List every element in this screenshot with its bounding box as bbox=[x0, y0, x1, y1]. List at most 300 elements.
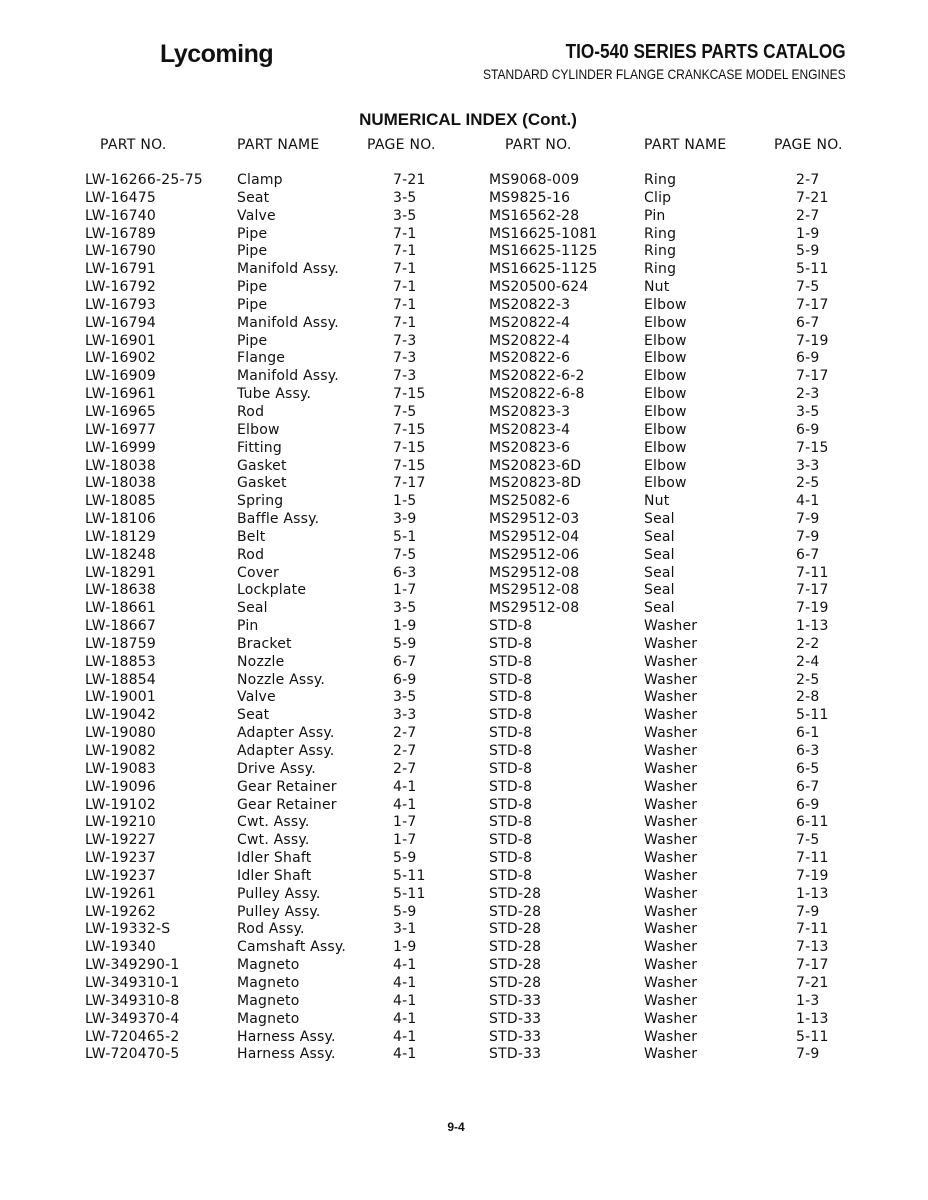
part-no-cell: LW-16266-25-75 bbox=[85, 172, 203, 188]
page-no-cell: 4-1 bbox=[393, 1010, 417, 1027]
part-no-cell: LW-18291 bbox=[85, 564, 156, 581]
part-name-cell: Lockplate bbox=[237, 582, 307, 599]
part-name-cell: Seal bbox=[644, 528, 675, 545]
part-no-cell: LW-16965 bbox=[85, 403, 156, 420]
part-no-cell: STD-8 bbox=[489, 653, 533, 670]
part-name-cell: Seal bbox=[644, 582, 675, 599]
part-no-cell: LW-18038 bbox=[85, 457, 156, 474]
part-name-cell: Elbow bbox=[644, 421, 687, 438]
page-no-cell: 1-13 bbox=[796, 618, 829, 635]
part-name-cell: Ring bbox=[644, 261, 677, 278]
page-no-cell: 1-13 bbox=[796, 1010, 829, 1027]
page-no-cell: 4-1 bbox=[393, 1028, 417, 1045]
page-number: 9-4 bbox=[447, 1120, 465, 1134]
index-title: NUMERICAL INDEX (Cont.) bbox=[359, 110, 577, 129]
part-name-cell: Elbow bbox=[644, 332, 687, 349]
header-left-part-name: PART NAME bbox=[237, 137, 320, 153]
part-name-cell: Washer bbox=[644, 1010, 698, 1027]
part-name-cell: Washer bbox=[644, 707, 698, 724]
page-no-cell: 5-11 bbox=[393, 867, 426, 884]
part-no-cell: LW-16791 bbox=[85, 261, 156, 278]
page-no-cell: 7-15 bbox=[393, 421, 426, 438]
page-no-cell: 2-2 bbox=[796, 635, 820, 652]
part-no-cell: LW-16793 bbox=[85, 296, 156, 313]
page-no-cell: 7-1 bbox=[393, 261, 417, 278]
page-no-cell: 7-9 bbox=[796, 1046, 820, 1063]
part-no-cell: LW-18759 bbox=[85, 635, 156, 652]
part-no-cell: STD-28 bbox=[489, 921, 542, 938]
part-no-cell: MS25082-6 bbox=[489, 493, 571, 510]
part-name-cell: Elbow bbox=[644, 439, 687, 456]
page-no-cell: 7-5 bbox=[393, 403, 417, 420]
part-name-cell: Harness Assy. bbox=[237, 1028, 336, 1045]
page-no-cell: 6-5 bbox=[796, 760, 820, 777]
part-name-cell: Washer bbox=[644, 992, 698, 1009]
page-no-cell: 7-3 bbox=[393, 350, 417, 367]
part-name-cell: Seal bbox=[644, 600, 675, 617]
page-no-cell: 7-19 bbox=[796, 600, 829, 617]
header-right-part-name: PART NAME bbox=[644, 137, 727, 153]
page-no-cell: 4-1 bbox=[393, 778, 417, 795]
part-name-cell: Washer bbox=[644, 832, 698, 849]
part-no-cell: STD-8 bbox=[489, 707, 533, 724]
page-no-cell: 7-17 bbox=[393, 475, 426, 492]
part-no-cell: STD-28 bbox=[489, 974, 542, 991]
left-part-no-column bbox=[85, 172, 203, 1064]
part-name-cell: Flange bbox=[237, 350, 286, 367]
page-no-cell: 7-11 bbox=[796, 564, 829, 581]
part-no-cell: LW-16961 bbox=[85, 386, 156, 403]
page-no-cell: 1-7 bbox=[393, 582, 417, 599]
part-no-cell: MS20822-6-8 bbox=[489, 386, 585, 403]
page-no-cell: 4-1 bbox=[393, 1046, 417, 1063]
part-name-cell: Pipe bbox=[237, 243, 268, 260]
part-name-cell: Magneto bbox=[237, 1010, 300, 1027]
part-name-cell: Rod bbox=[237, 546, 265, 563]
part-name-cell: Elbow bbox=[644, 386, 687, 403]
part-no-cell: STD-8 bbox=[489, 618, 533, 635]
part-name-cell: Washer bbox=[644, 760, 698, 777]
part-name-cell: Pipe bbox=[237, 332, 268, 349]
part-name-cell: Gasket bbox=[237, 457, 287, 474]
page-no-cell: 2-7 bbox=[393, 725, 417, 742]
part-no-cell: MS20822-6-2 bbox=[489, 368, 585, 385]
part-no-cell: LW-349370-4 bbox=[85, 1010, 180, 1027]
part-no-cell: MS29512-08 bbox=[489, 600, 580, 617]
page-no-cell: 7-9 bbox=[796, 903, 820, 920]
page-no-cell: 1-3 bbox=[796, 992, 820, 1009]
page-no-cell: 7-19 bbox=[796, 867, 829, 884]
page-no-cell: 7-15 bbox=[393, 457, 426, 474]
part-name-cell: Elbow bbox=[644, 368, 687, 385]
part-no-cell: STD-28 bbox=[489, 903, 542, 920]
brand-logo: Lycoming bbox=[160, 40, 274, 68]
page-no-cell: 2-7 bbox=[796, 207, 820, 224]
part-name-cell: Valve bbox=[237, 207, 276, 224]
page-no-cell: 2-8 bbox=[796, 689, 820, 706]
part-name-cell: Pipe bbox=[237, 225, 268, 242]
page-no-cell: 4-1 bbox=[393, 992, 417, 1009]
page-no-cell: 1-5 bbox=[393, 493, 417, 510]
page-no-cell: 4-1 bbox=[393, 957, 417, 974]
part-no-cell: LW-16901 bbox=[85, 332, 156, 349]
part-name-cell: Pipe bbox=[237, 296, 268, 313]
part-no-cell: LW-19083 bbox=[85, 760, 156, 777]
part-no-cell: LW-720470-5 bbox=[85, 1046, 180, 1063]
right-page-no-column bbox=[796, 172, 829, 1064]
part-name-cell: Washer bbox=[644, 635, 698, 652]
part-no-cell: LW-19102 bbox=[85, 796, 156, 813]
part-name-cell: Washer bbox=[644, 957, 698, 974]
part-name-cell: Ring bbox=[644, 243, 677, 260]
page-no-cell: 3-5 bbox=[796, 403, 820, 420]
part-no-cell: LW-19237 bbox=[85, 850, 156, 867]
part-no-cell: LW-19340 bbox=[85, 939, 156, 956]
part-name-cell: Seal bbox=[237, 600, 268, 617]
part-name-cell: Gear Retainer bbox=[237, 778, 337, 795]
part-no-cell: LW-720465-2 bbox=[85, 1028, 180, 1045]
page-no-cell: 5-9 bbox=[393, 903, 417, 920]
page-no-cell: 7-1 bbox=[393, 296, 417, 313]
part-name-cell: Elbow bbox=[644, 314, 687, 331]
part-name-cell: Manifold Assy. bbox=[237, 314, 339, 331]
page-no-cell: 6-7 bbox=[393, 653, 417, 670]
part-no-cell: LW-18853 bbox=[85, 653, 156, 670]
part-no-cell: LW-16999 bbox=[85, 439, 156, 456]
page-no-cell: 7-17 bbox=[796, 582, 829, 599]
part-no-cell: STD-8 bbox=[489, 796, 533, 813]
part-name-cell: Magneto bbox=[237, 974, 300, 991]
page-no-cell: 6-9 bbox=[796, 421, 820, 438]
part-name-cell: Washer bbox=[644, 814, 698, 831]
part-name-cell: Washer bbox=[644, 618, 698, 635]
left-page-no-column bbox=[393, 172, 426, 1064]
part-no-cell: MS29512-03 bbox=[489, 511, 580, 528]
page-no-cell: 7-15 bbox=[393, 386, 426, 403]
part-no-cell: LW-16790 bbox=[85, 243, 156, 260]
part-no-cell: STD-8 bbox=[489, 760, 533, 777]
part-no-cell: STD-8 bbox=[489, 743, 533, 759]
part-no-cell: LW-19227 bbox=[85, 832, 156, 849]
part-name-cell: Magneto bbox=[237, 992, 300, 1009]
part-no-cell: LW-18038 bbox=[85, 475, 156, 492]
part-no-cell: LW-16475 bbox=[85, 189, 156, 206]
part-name-cell: Nozzle bbox=[237, 653, 285, 670]
part-name-cell: Harness Assy. bbox=[237, 1046, 336, 1063]
page-no-cell: 7-13 bbox=[796, 939, 829, 956]
part-no-cell: LW-16740 bbox=[85, 207, 156, 224]
part-no-cell: LW-19261 bbox=[85, 885, 156, 902]
page-no-cell: 7-11 bbox=[796, 850, 829, 867]
part-no-cell: STD-33 bbox=[489, 1010, 542, 1027]
page-no-cell: 5-9 bbox=[393, 850, 417, 867]
part-name-cell: Washer bbox=[644, 743, 698, 759]
left-part-name-column bbox=[237, 172, 346, 1064]
page-no-cell: 7-21 bbox=[796, 974, 829, 991]
part-name-cell: Elbow bbox=[644, 457, 687, 474]
part-name-cell: Idler Shaft bbox=[237, 850, 312, 867]
page-no-cell: 3-5 bbox=[393, 689, 417, 706]
part-name-cell: Adapter Assy. bbox=[237, 743, 335, 759]
part-name-cell: Elbow bbox=[237, 421, 280, 438]
page-no-cell: 6-9 bbox=[796, 796, 820, 813]
part-name-cell: Pulley Assy. bbox=[237, 885, 321, 902]
part-no-cell: LW-18248 bbox=[85, 546, 156, 563]
part-no-cell: LW-18638 bbox=[85, 582, 156, 599]
part-no-cell: STD-33 bbox=[489, 992, 542, 1009]
part-name-cell: Nut bbox=[644, 279, 670, 296]
page-no-cell: 7-15 bbox=[796, 439, 829, 456]
page-no-cell: 7-17 bbox=[796, 957, 829, 974]
part-no-cell: STD-8 bbox=[489, 635, 533, 652]
part-no-cell: STD-28 bbox=[489, 957, 542, 974]
page-no-cell: 3-9 bbox=[393, 511, 417, 528]
part-name-cell: Camshaft Assy. bbox=[237, 939, 347, 956]
page-no-cell: 7-3 bbox=[393, 368, 417, 385]
part-no-cell: LW-349310-8 bbox=[85, 992, 180, 1009]
page-no-cell: 2-7 bbox=[796, 172, 820, 188]
page-no-cell: 6-1 bbox=[796, 725, 820, 742]
page-no-cell: 1-9 bbox=[796, 225, 820, 242]
part-no-cell: MS20822-4 bbox=[489, 314, 571, 331]
page-no-cell: 7-1 bbox=[393, 243, 417, 260]
part-name-cell: Belt bbox=[237, 528, 266, 545]
part-no-cell: LW-19001 bbox=[85, 689, 156, 706]
part-no-cell: LW-19332-S bbox=[85, 921, 171, 938]
part-name-cell: Seal bbox=[644, 546, 675, 563]
page-no-cell: 7-17 bbox=[796, 296, 829, 313]
part-name-cell: Adapter Assy. bbox=[237, 725, 335, 742]
part-no-cell: MS29512-08 bbox=[489, 582, 580, 599]
part-no-cell: LW-18661 bbox=[85, 600, 156, 617]
page-no-cell: 3-5 bbox=[393, 207, 417, 224]
part-no-cell: MS16625-1125 bbox=[489, 261, 598, 278]
part-no-cell: LW-349290-1 bbox=[85, 957, 180, 974]
part-no-cell: STD-33 bbox=[489, 1028, 542, 1045]
part-name-cell: Elbow bbox=[644, 475, 687, 492]
part-name-cell: Washer bbox=[644, 1028, 698, 1045]
part-name-cell: Pipe bbox=[237, 279, 268, 296]
page-no-cell: 7-9 bbox=[796, 511, 820, 528]
part-name-cell: Idler Shaft bbox=[237, 867, 312, 884]
part-name-cell: Washer bbox=[644, 671, 698, 688]
part-name-cell: Gasket bbox=[237, 475, 287, 492]
part-no-cell: MS20822-6 bbox=[489, 350, 571, 367]
page-no-cell: 6-9 bbox=[393, 671, 417, 688]
page-no-cell: 7-21 bbox=[393, 172, 426, 188]
part-no-cell: STD-8 bbox=[489, 850, 533, 867]
part-no-cell: LW-19210 bbox=[85, 814, 156, 831]
part-name-cell: Bracket bbox=[237, 635, 292, 652]
part-name-cell: Cwt. Assy. bbox=[237, 814, 310, 831]
part-name-cell: Spring bbox=[237, 493, 284, 510]
page-no-cell: 3-3 bbox=[796, 457, 820, 474]
part-no-cell: LW-16902 bbox=[85, 350, 156, 367]
part-no-cell: MS9068-009 bbox=[489, 172, 580, 188]
page-no-cell: 1-9 bbox=[393, 618, 417, 635]
part-no-cell: LW-19042 bbox=[85, 707, 156, 724]
page-no-cell: 7-17 bbox=[796, 368, 829, 385]
part-no-cell: LW-16909 bbox=[85, 368, 156, 385]
part-name-cell: Washer bbox=[644, 974, 698, 991]
part-no-cell: MS20822-3 bbox=[489, 296, 571, 313]
right-part-name-column bbox=[644, 172, 697, 1064]
part-no-cell: STD-8 bbox=[489, 814, 533, 831]
part-no-cell: MS29512-08 bbox=[489, 564, 580, 581]
page-no-cell: 7-3 bbox=[393, 332, 417, 349]
part-no-cell: LW-16794 bbox=[85, 314, 156, 331]
part-no-cell: MS20500-624 bbox=[489, 279, 589, 296]
part-name-cell: Washer bbox=[644, 1046, 698, 1063]
page-no-cell: 7-5 bbox=[796, 279, 820, 296]
page-no-cell: 1-13 bbox=[796, 885, 829, 902]
page-no-cell: 5-11 bbox=[393, 885, 426, 902]
part-name-cell: Seal bbox=[644, 511, 675, 528]
part-no-cell: STD-8 bbox=[489, 867, 533, 884]
part-name-cell: Seat bbox=[237, 189, 270, 206]
page-no-cell: 7-1 bbox=[393, 225, 417, 242]
part-no-cell: MS20822-4 bbox=[489, 332, 571, 349]
part-name-cell: Washer bbox=[644, 689, 698, 706]
part-name-cell: Fitting bbox=[237, 439, 282, 456]
page-no-cell: 6-7 bbox=[796, 314, 820, 331]
page-no-cell: 5-11 bbox=[796, 707, 829, 724]
page-no-cell: 3-5 bbox=[393, 600, 417, 617]
part-name-cell: Washer bbox=[644, 653, 698, 670]
part-no-cell: MS16625-1125 bbox=[489, 243, 598, 260]
part-name-cell: Cover bbox=[237, 564, 279, 581]
part-name-cell: Washer bbox=[644, 725, 698, 742]
page-no-cell: 6-7 bbox=[796, 778, 820, 795]
page-no-cell: 2-4 bbox=[796, 653, 820, 670]
part-no-cell: MS16562-28 bbox=[489, 207, 580, 224]
part-name-cell: Rod bbox=[237, 403, 265, 420]
part-name-cell: Seat bbox=[237, 707, 270, 724]
part-no-cell: MS20823-6D bbox=[489, 457, 582, 474]
part-name-cell: Rod Assy. bbox=[237, 921, 305, 938]
page-no-cell: 2-3 bbox=[796, 386, 820, 403]
part-no-cell: LW-18129 bbox=[85, 528, 156, 545]
page-no-cell: 7-19 bbox=[796, 332, 829, 349]
part-name-cell: Washer bbox=[644, 850, 698, 867]
part-name-cell: Tube Assy. bbox=[237, 386, 312, 403]
part-no-cell: LW-16792 bbox=[85, 279, 156, 296]
page-no-cell: 3-5 bbox=[393, 189, 417, 206]
part-no-cell: LW-19262 bbox=[85, 903, 156, 920]
page-no-cell: 5-9 bbox=[796, 243, 820, 260]
part-name-cell: Washer bbox=[644, 939, 698, 956]
part-no-cell: MS29512-06 bbox=[489, 546, 580, 563]
part-name-cell: Manifold Assy. bbox=[237, 261, 339, 278]
header-right-part-no: PART NO. bbox=[505, 137, 572, 153]
part-no-cell: STD-8 bbox=[489, 725, 533, 742]
page-no-cell: 6-3 bbox=[393, 564, 417, 581]
part-name-cell: Magneto bbox=[237, 957, 300, 974]
page-no-cell: 7-5 bbox=[796, 832, 820, 849]
page-no-cell: 7-21 bbox=[796, 189, 829, 206]
part-name-cell: Gear Retainer bbox=[237, 796, 337, 813]
part-name-cell: Elbow bbox=[644, 403, 687, 420]
header-left-page-no: PAGE NO. bbox=[367, 137, 436, 153]
part-no-cell: MS20823-3 bbox=[489, 403, 571, 420]
part-name-cell: Seal bbox=[644, 564, 675, 581]
part-no-cell: STD-28 bbox=[489, 939, 542, 956]
part-name-cell: Pulley Assy. bbox=[237, 903, 321, 920]
part-name-cell: Elbow bbox=[644, 350, 687, 367]
part-no-cell: LW-19080 bbox=[85, 725, 156, 742]
part-no-cell: LW-349310-1 bbox=[85, 974, 180, 991]
part-name-cell: Baffle Assy. bbox=[237, 511, 320, 528]
page-no-cell: 6-9 bbox=[796, 350, 820, 367]
page-no-cell: 2-7 bbox=[393, 743, 417, 759]
part-name-cell: Washer bbox=[644, 885, 698, 902]
part-no-cell: LW-19237 bbox=[85, 867, 156, 884]
part-no-cell: STD-8 bbox=[489, 671, 533, 688]
part-no-cell: STD-8 bbox=[489, 778, 533, 795]
page-no-cell: 2-5 bbox=[796, 475, 820, 492]
part-name-cell: Manifold Assy. bbox=[237, 368, 339, 385]
page-no-cell: 4-1 bbox=[393, 796, 417, 813]
part-no-cell: MS20823-4 bbox=[489, 421, 571, 438]
page-no-cell: 1-7 bbox=[393, 814, 417, 831]
part-name-cell: Ring bbox=[644, 172, 677, 188]
part-no-cell: MS29512-04 bbox=[489, 528, 580, 545]
part-no-cell: MS20823-8D bbox=[489, 475, 582, 492]
part-name-cell: Washer bbox=[644, 867, 698, 884]
catalog-title: TIO-540 SERIES PARTS CATALOG bbox=[565, 41, 846, 63]
page-no-cell: 3-1 bbox=[393, 921, 417, 938]
page-no-cell: 6-3 bbox=[796, 743, 820, 759]
page-no-cell: 6-7 bbox=[796, 546, 820, 563]
part-name-cell: Washer bbox=[644, 903, 698, 920]
catalog-subtitle: STANDARD CYLINDER FLANGE CRANKCASE MODEL ENGINES bbox=[483, 66, 846, 82]
page-no-cell: 5-9 bbox=[393, 635, 417, 652]
part-name-cell: Washer bbox=[644, 778, 698, 795]
page-no-cell: 1-7 bbox=[393, 832, 417, 849]
page-no-cell: 5-1 bbox=[393, 528, 417, 545]
part-name-cell: Elbow bbox=[644, 296, 687, 313]
page-no-cell: 7-1 bbox=[393, 279, 417, 296]
part-no-cell: LW-18667 bbox=[85, 618, 156, 635]
part-name-cell: Clip bbox=[644, 189, 672, 206]
page-no-cell: 6-11 bbox=[796, 814, 829, 831]
page-no-cell: 2-7 bbox=[393, 760, 417, 777]
part-name-cell: Drive Assy. bbox=[237, 760, 316, 777]
part-name-cell: Pin bbox=[644, 207, 666, 224]
page-no-cell: 4-1 bbox=[393, 974, 417, 991]
part-no-cell: STD-8 bbox=[489, 689, 533, 706]
part-no-cell: LW-18854 bbox=[85, 671, 156, 688]
page-no-cell: 7-9 bbox=[796, 528, 820, 545]
part-name-cell: Nozzle Assy. bbox=[237, 671, 325, 688]
page-no-cell: 7-5 bbox=[393, 546, 417, 563]
part-no-cell: MS16625-1081 bbox=[489, 225, 598, 242]
part-no-cell: MS9825-16 bbox=[489, 189, 571, 206]
part-name-cell: Clamp bbox=[237, 172, 283, 188]
part-name-cell: Valve bbox=[237, 689, 276, 706]
page-no-cell: 2-5 bbox=[796, 671, 820, 688]
page-no-cell: 5-11 bbox=[796, 261, 829, 278]
header-right-page-no: PAGE NO. bbox=[774, 137, 843, 153]
part-name-cell: Washer bbox=[644, 796, 698, 813]
part-name-cell: Ring bbox=[644, 225, 677, 242]
part-no-cell: LW-19096 bbox=[85, 778, 156, 795]
part-no-cell: LW-19082 bbox=[85, 743, 156, 759]
page-no-cell: 7-11 bbox=[796, 921, 829, 938]
page-no-cell: 5-11 bbox=[796, 1028, 829, 1045]
part-no-cell: STD-28 bbox=[489, 885, 542, 902]
part-no-cell: LW-16977 bbox=[85, 421, 156, 438]
